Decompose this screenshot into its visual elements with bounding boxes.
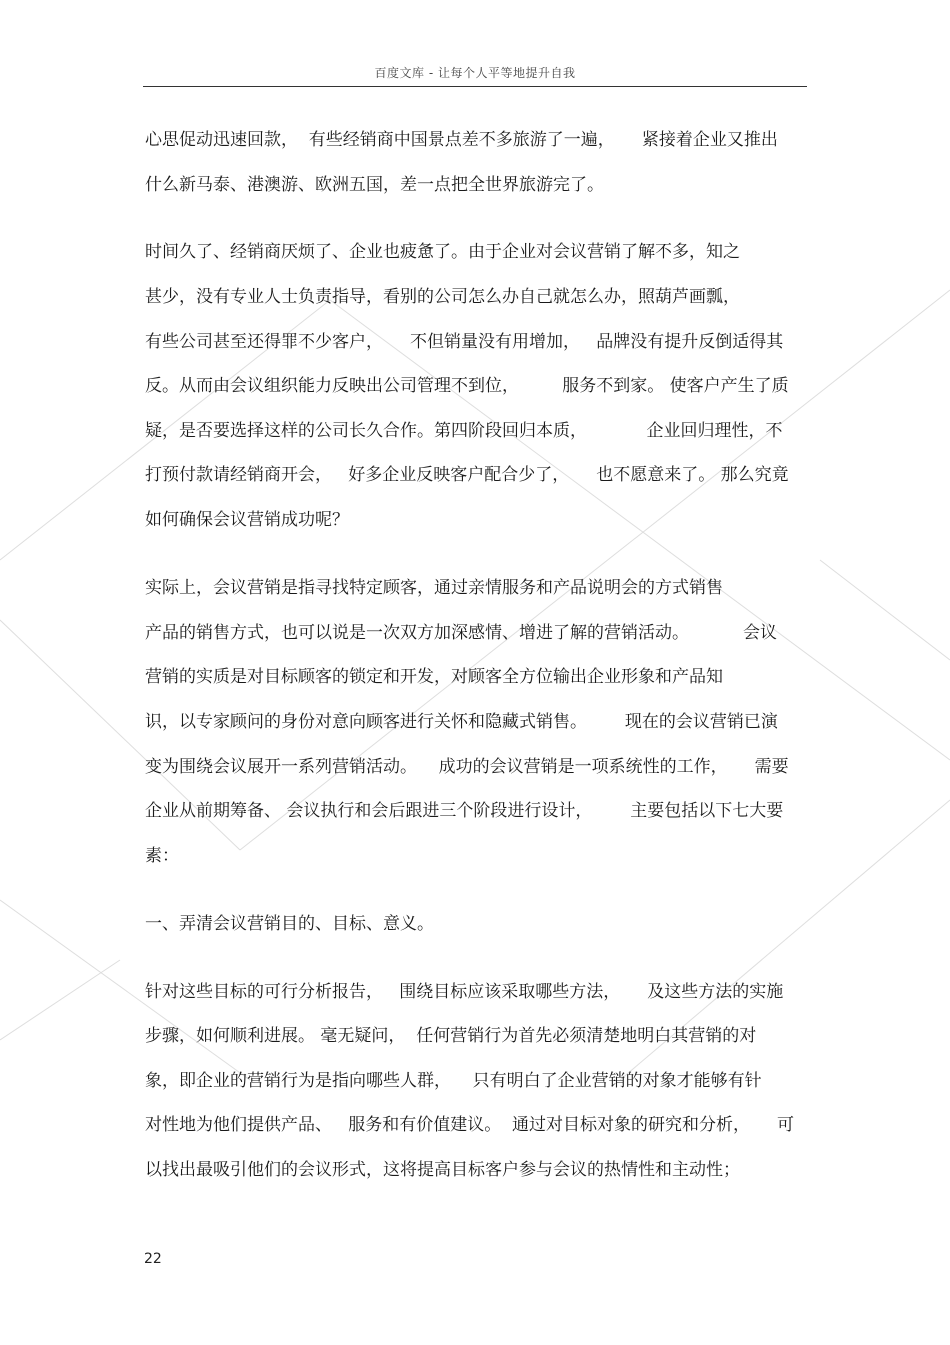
paragraph-line: 实际上，会议营销是指寻找特定顾客，通过亲情服务和产品说明会的方式销售 xyxy=(145,578,723,598)
paragraph-line: 营销的实质是对目标顾客的锁定和开发，对顾客全方位输出企业形象和产品知 xyxy=(145,667,723,687)
paragraph-line: 如何确保会议营销成功呢？ xyxy=(145,510,349,530)
paragraph-line: 企业从前期筹备、 会议执行和会后跟进三个阶段进行设计， 主要包括以下七大要 xyxy=(145,801,784,821)
paragraph-line: 象，即企业的营销行为是指向哪些人群， 只有明白了企业营销的对象才能够有针 xyxy=(145,1071,762,1091)
header-title: 百度文库 - 让每个人平等地提升自我 xyxy=(374,66,576,80)
paragraph-line: 素： xyxy=(145,846,179,866)
paragraph-line: 什么新马泰、港澳游、欧洲五国，差一点把全世界旅游完了。 xyxy=(145,175,604,195)
paragraph-line: 疑，是否要选择这样的公司长久合作。第四阶段回归本质， 企业回归理性，不 xyxy=(145,421,783,441)
paragraph-line: 有些公司甚至还得罪不少客户， 不但销量没有用增加， 品牌没有提升反倒适得其 xyxy=(145,332,784,352)
paragraph-line: 心思促动迅速回款， 有些经销商中国景点差不多旅游了一遍， 紧接着企业又推出 xyxy=(145,130,778,150)
paragraph-line: 步骤，如何顺利进展。 毫无疑问， 任何营销行为首先必须清楚地明白其营销的对 xyxy=(145,1026,757,1046)
paragraph-line: 针对这些目标的可行分析报告， 围绕目标应该采取哪些方法， 及这些方法的实施 xyxy=(145,982,784,1002)
paragraph-line: 甚少，没有专业人士负责指导，看别的公司怎么办自己就怎么办，照葫芦画瓢， xyxy=(145,287,740,307)
paragraph-line: 时间久了、经销商厌烦了、企业也疲惫了。由于企业对会议营销了解不多，知之 xyxy=(145,242,740,262)
section-heading: 一、弄清会议营销目的、目标、意义。 xyxy=(145,914,434,934)
paragraph-line: 打预付款请经销商开会， 好多企业反映客户配合少了， 也不愿意来了。 那么究竟 xyxy=(145,465,789,485)
paragraph-line: 产品的销售方式，也可以说是一次双方加深感情、增进了解的营销活动。 会议 xyxy=(145,623,778,643)
paragraph-line: 反。从而由会议组织能力反映出公司管理不到位， 服务不到家。 使客户产生了质 xyxy=(145,376,789,396)
paragraph-line: 识，以专家顾问的身份对意向顾客进行关怀和隐藏式销售。 现在的会议营销已演 xyxy=(145,712,778,732)
paragraph-line: 变为围绕会议展开一系列营销活动。 成功的会议营销是一项系统性的工作， 需要 xyxy=(145,757,789,777)
paragraph-line: 以找出最吸引他们的会议形式，这将提高目标客户参与会议的热情性和主动性； xyxy=(145,1160,740,1180)
paragraph-line: 对性地为他们提供产品、 服务和有价值建议。 通过对目标对象的研究和分析， 可 xyxy=(145,1115,795,1135)
page-number: 22 xyxy=(144,1251,162,1267)
header-divider xyxy=(143,86,807,87)
